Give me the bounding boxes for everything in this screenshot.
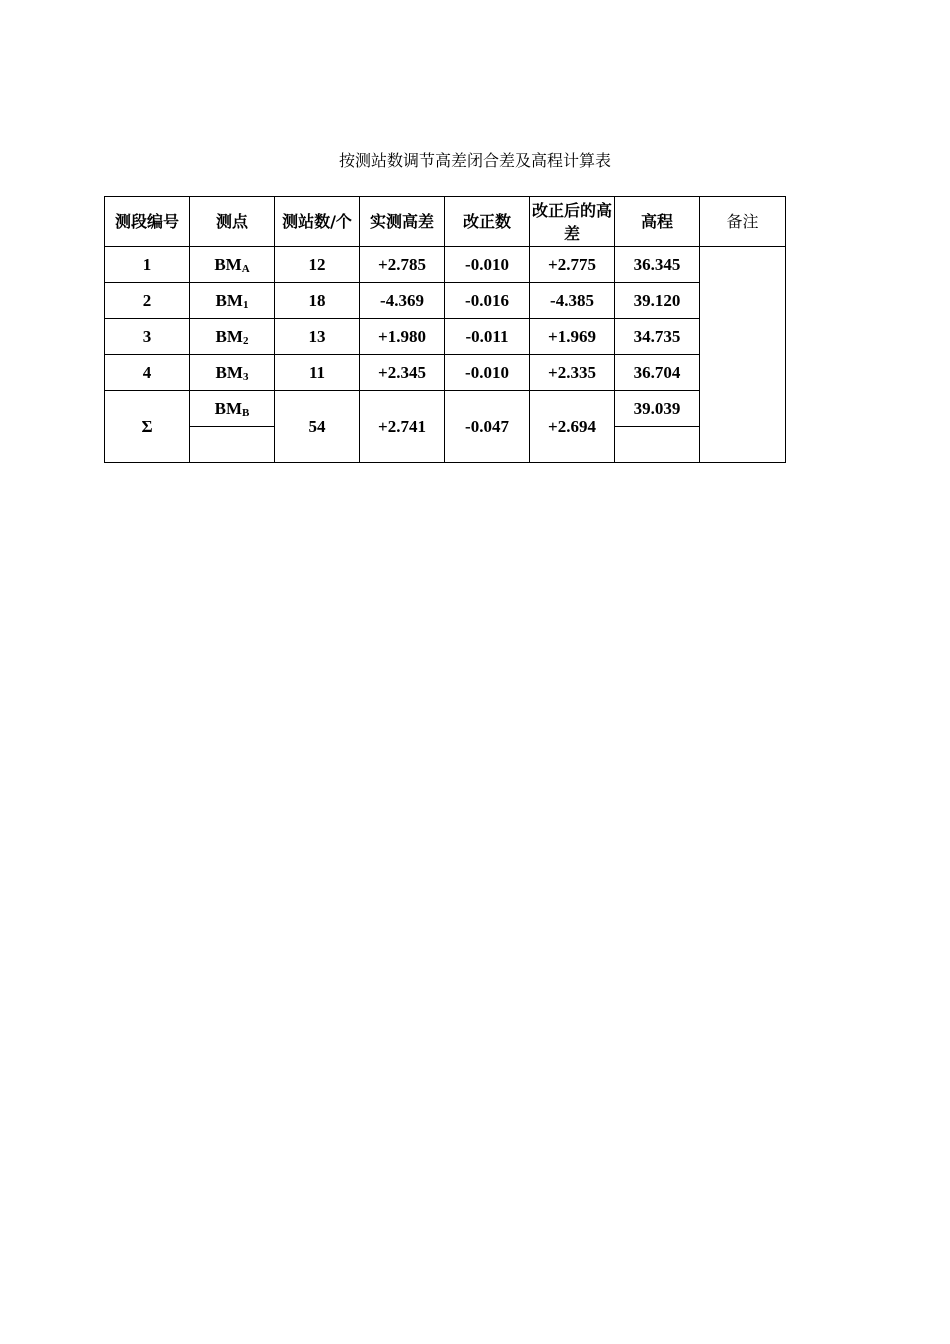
header-correction: 改正数 xyxy=(445,197,530,247)
table-title: 按测站数调节高差闭合差及高程计算表 xyxy=(338,151,611,170)
header-elevation: 高程 xyxy=(615,197,700,247)
correction-cell: -0.010 xyxy=(445,355,530,391)
segment-no-cell: 4 xyxy=(105,355,190,391)
point-cell: $BM_A$ xyxy=(190,247,275,283)
elevation-cell: 36.704 xyxy=(615,355,700,391)
correction-cell: -0.010 xyxy=(445,247,530,283)
measured-diff-cell: -4.369 xyxy=(360,283,445,319)
measured-diff-cell: +1.980 xyxy=(360,319,445,355)
segment-no-cell: 1 xyxy=(105,247,190,283)
elevation-cell: 36.345 xyxy=(615,247,700,283)
elevation-cell: 39.039 xyxy=(615,391,700,427)
empty-point-cell xyxy=(190,427,275,463)
header-remarks: 备注 xyxy=(700,197,786,247)
corrected-diff-cell: +1.969 xyxy=(530,319,615,355)
total-correction-cell: -0.047 xyxy=(445,391,530,463)
measured-diff-cell: +2.345 xyxy=(360,355,445,391)
correction-cell: -0.011 xyxy=(445,319,530,355)
point-cell: $BM_1$ xyxy=(190,283,275,319)
stations-cell: 13 xyxy=(275,319,360,355)
header-row xyxy=(105,197,786,247)
elevation-cell: 39.120 xyxy=(615,283,700,319)
remarks-cell xyxy=(700,247,786,463)
header-segment-no: 测段编号 xyxy=(105,197,190,247)
segment-no-cell: 2 xyxy=(105,283,190,319)
elevation-calculation-table xyxy=(104,196,786,463)
point-cell: $BM_3$ xyxy=(190,355,275,391)
total-symbol-cell: Σ xyxy=(105,391,190,463)
header-measured-diff: 实测高差 xyxy=(360,197,445,247)
total-corrected-diff-cell: +2.694 xyxy=(530,391,615,463)
measured-diff-cell: +2.785 xyxy=(360,247,445,283)
header-point: 测点 xyxy=(190,197,275,247)
point-cell: $BM_B$ xyxy=(190,391,275,427)
stations-cell: 11 xyxy=(275,355,360,391)
empty-elevation-cell xyxy=(615,427,700,463)
corrected-diff-cell: +2.335 xyxy=(530,355,615,391)
total-measured-diff-cell: +2.741 xyxy=(360,391,445,463)
stations-cell: 18 xyxy=(275,283,360,319)
corrected-diff-cell: -4.385 xyxy=(530,283,615,319)
header-stations: 测站数/个 xyxy=(275,197,360,247)
stations-cell: 12 xyxy=(275,247,360,283)
elevation-cell: 34.735 xyxy=(615,319,700,355)
point-cell: $BM_2$ xyxy=(190,319,275,355)
segment-no-cell: 3 xyxy=(105,319,190,355)
correction-cell: -0.016 xyxy=(445,283,530,319)
header-corrected-diff: 改正后的高差 xyxy=(530,197,615,247)
total-stations-cell: 54 xyxy=(275,391,360,463)
corrected-diff-cell: +2.775 xyxy=(530,247,615,283)
